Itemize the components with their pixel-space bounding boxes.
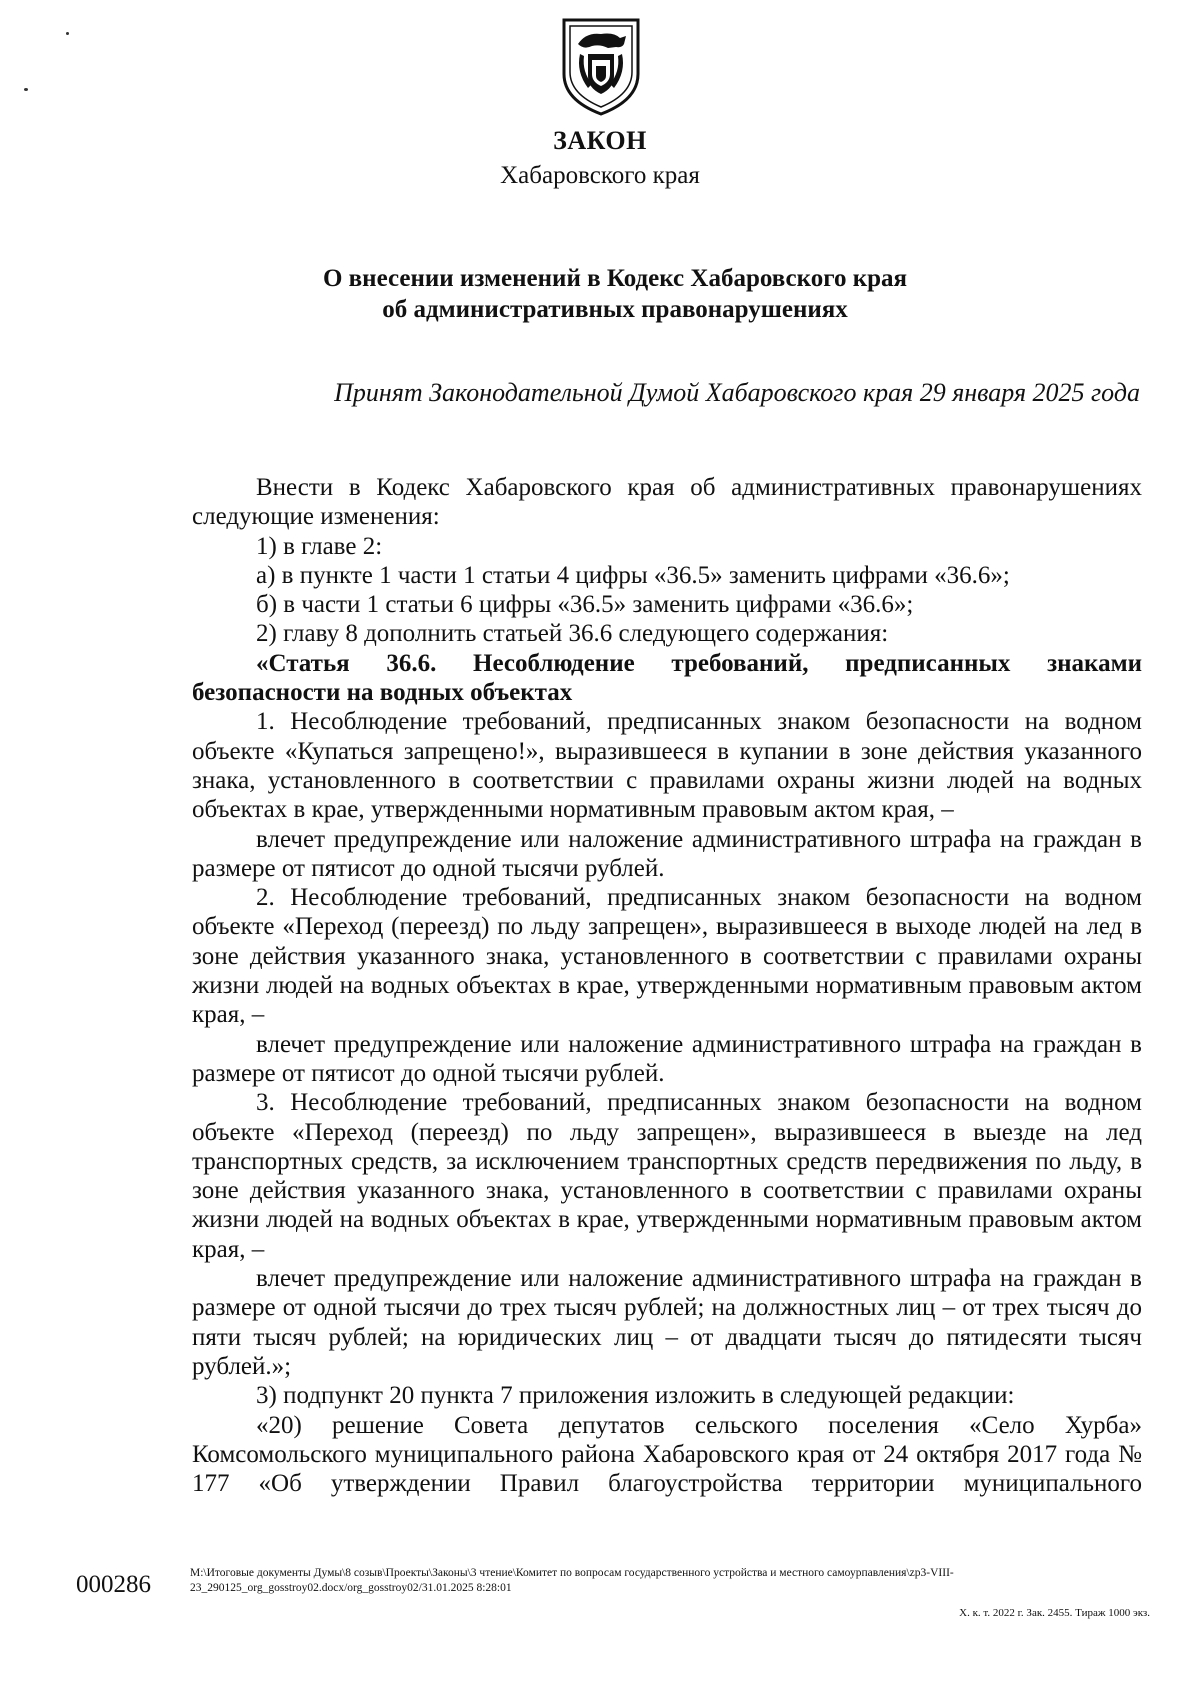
article-part-3: 3. Несоблюдение требований, предписанных знаком безопасности на водном объекте «Переход (переезд) по льду запрещен», выразившееся в выезде на лед транспортных средств, за исключением транспортных средств передвижения по льду, в зоне действия указанного знака, установленного в соответствии с правилами охраны жизни людей на водных объектах в крае, утвержденными нормативным правовым актом края, – (192, 1089, 1142, 1263)
scan-speck (66, 32, 69, 35)
law-title-line-2: об административных правонарушениях (382, 296, 848, 323)
file-path-line-2: 23_290125_org_gosstroy02.docx/org_gosstroy02/31.01.2025 8:28:01 (190, 1582, 512, 1594)
print-info: Х. к. т. 2022 г. Зак. 2455. Тираж 1000 экз. (959, 1607, 1150, 1619)
file-path (190, 1566, 1150, 1596)
article-part-2: 2. Несоблюдение требований, предписанных знаком безопасности на водном объекте «Переход (переезд) по льду запрещен», выразившееся в выходе людей на лед в зоне действия указанного знака, установленного в соответствии с правилами охраны жизни людей на водных объектах в крае, утвержденными нормативным правовым актом края, – (192, 884, 1142, 1029)
coat-of-arms-emblem (556, 14, 646, 118)
article-part-2-sanction: влечет предупреждение или наложение административного штрафа на граждан в размере от пятисот до одной тысячи рублей. (192, 1030, 1142, 1087)
item-3: 3) подпункт 20 пункта 7 приложения изложить в следующей редакции: (256, 1382, 1015, 1410)
adoption-note: Принят Законодательной Думой Хабаровского края 29 января 2025 года (334, 378, 1140, 407)
issuing-region: Хабаровского края (500, 162, 700, 189)
article-part-1-sanction: влечет предупреждение или наложение административного штрафа на граждан в размере от пятисот до одной тысячи рублей. (192, 825, 1142, 882)
article-part-3-sanction: влечет предупреждение или наложение административного штрафа на граждан в размере от одной тысячи до трех тысяч рублей; на должностных лиц – от трех тысяч до пяти тысяч рублей; на юридических лиц – от двадцати тысяч до пятидесяти тысяч рублей.»; (192, 1265, 1142, 1380)
item-2: 2) главу 8 дополнить статьей 36.6 следующего содержания: (256, 620, 889, 648)
article-part-1: 1. Несоблюдение требований, предписанных знаком безопасности на водном объекте «Купаться запрещено!», выразившееся в купании в зоне действия указанного знака, установленного в соответствии с правилами охраны жизни людей на водных объектах в крае, утвержденными нормативным правовым актом края, – (192, 708, 1142, 824)
law-body (192, 473, 1142, 1498)
item-1a: а) в пункте 1 части 1 статьи 4 цифры «36.5» заменить цифрами «36.6»; (256, 561, 1010, 589)
item-1: 1) в главе 2: (256, 532, 383, 560)
article-heading: «Статья 36.6. Несоблюдение требований, предписанных знаками безопасности на водных объектах (192, 649, 1142, 707)
item-3-text: «20) решение Совета депутатов сельского поселения «Село Хурба» Комсомольского муниципального района Хабаровского края от 24 октября 2017 года № 177 «Об утверждении Правил благоустройства территории муниципального (192, 1411, 1142, 1498)
intro-line-2: следующие изменения: (192, 503, 440, 531)
law-title (0, 263, 1200, 325)
document-type: ЗАКОН (553, 126, 647, 155)
intro-line-1: Внести в Кодекс Хабаровского края об административных правонарушениях (256, 474, 1142, 501)
scan-speck (24, 88, 28, 91)
file-path-line-1: M:\Итоговые документы Думы\8 созыв\Проекты\Законы\3 чтение\Комитет по вопросам государственного устройства и местного самоурпавления\zp3-VIII- (190, 1567, 954, 1579)
law-title-line-1: О внесении изменений в Кодекс Хабаровского края (322, 265, 908, 292)
item-1b: б) в части 1 статьи 6 цифры «36.5» заменить цифрами «36.6»; (256, 591, 914, 619)
document-number: 000286 (76, 1571, 151, 1598)
